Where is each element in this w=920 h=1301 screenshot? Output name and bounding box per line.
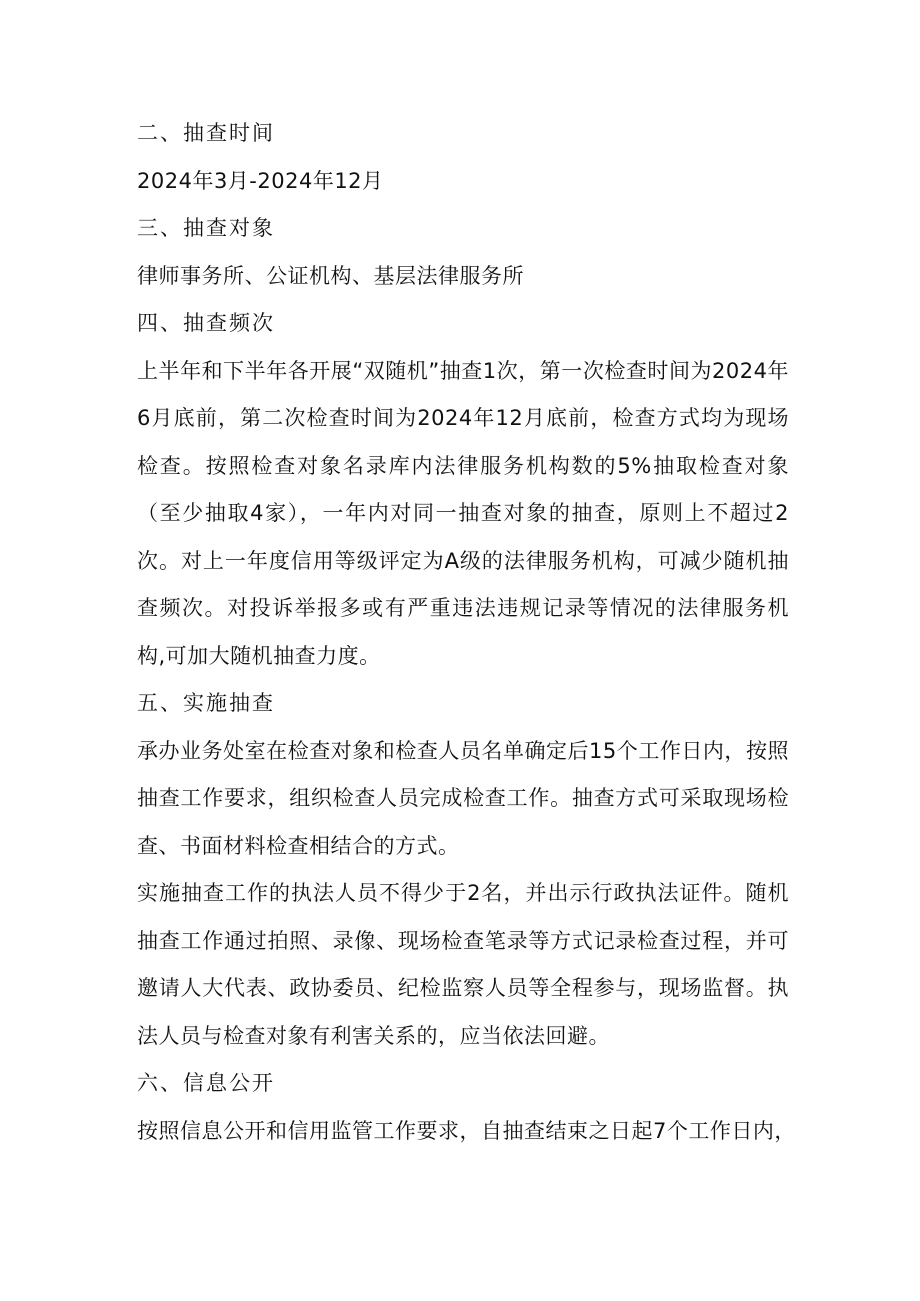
section-text-implementation-1: 承办业务处室在检查对象和检查人员名单确定后15个工作日内，按照抽查工作要求，组织检查人员完成检查工作。抽查方式可采取现场检查、书面材料检查相结合的方式。 bbox=[137, 738, 789, 858]
section-text-inspection-frequency: 上半年和下半年各开展“双随机”抽查1次，第一次检查时间为2024年6月底前，第二次检查时间为2024年12月底前，检查方式均为现场检查。按照检查对象名录库内法律服务机构数的5%抽取检查对象（至少抽取4家），一年内对同一抽查对象的抽查，原则上不超过2次。对上一年度信用等级评定为A级的法律服务机构，可减少随机抽查频次。对投诉举报多或有严重违法违规记录等情况的法律服务机构,可加大随机抽查力度。 bbox=[137, 358, 789, 668]
document-body bbox=[137, 110, 796, 1155]
section-text-information-disclosure: 按照信息公开和信用监管工作要求，自抽查结束之日起7个工作日内， bbox=[137, 1118, 796, 1143]
section-heading-inspection-targets: 三、抽查对象 bbox=[137, 216, 275, 240]
section-heading-inspection-time: 二、抽查时间 bbox=[137, 121, 275, 145]
section-text-implementation-2: 实施抽查工作的执法人员不得少于2名，并出示行政执法证件。随机抽查工作通过拍照、录像、现场检查笔录等方式记录检查过程，并可邀请人大代表、政协委员、纪检监察人员等全程参与，现场监督。执法人员与检查对象有利害关系的，应当依法回避。 bbox=[137, 881, 789, 1048]
section-heading-information-disclosure: 六、信息公开 bbox=[137, 1071, 275, 1095]
section-heading-implementation: 五、实施抽查 bbox=[137, 691, 275, 715]
section-heading-inspection-frequency: 四、抽查频次 bbox=[137, 311, 275, 335]
section-text-inspection-targets: 律师事务所、公证机构、基层法律服务所 bbox=[137, 263, 524, 288]
section-text-inspection-time: 2024年3月-2024年12月 bbox=[137, 168, 384, 193]
